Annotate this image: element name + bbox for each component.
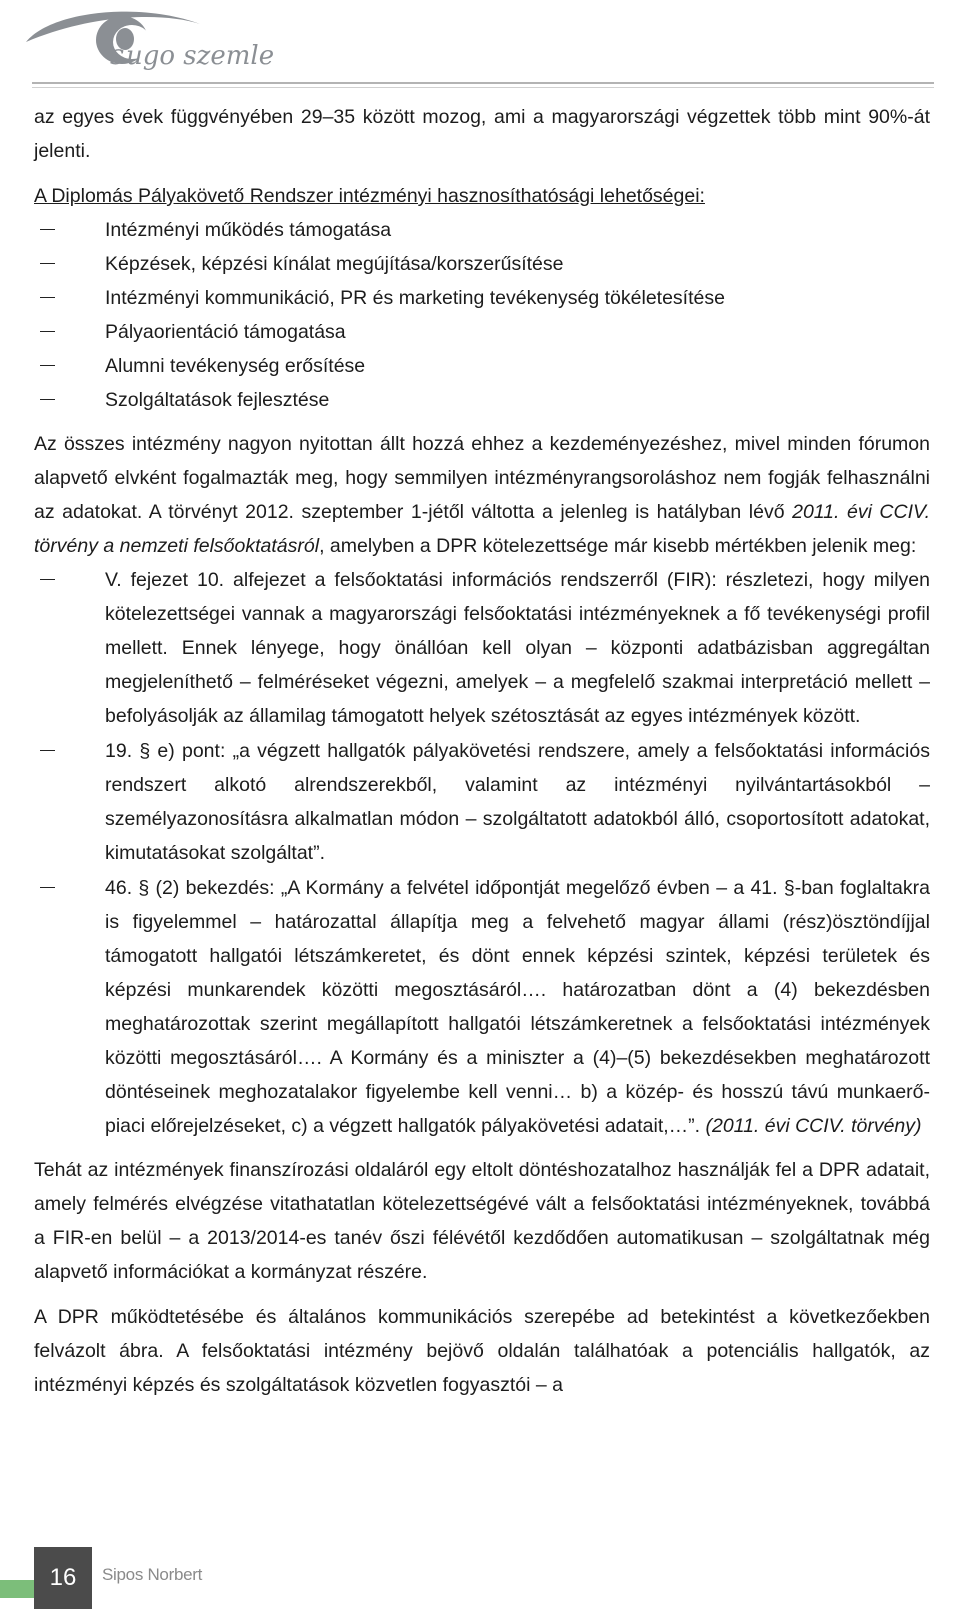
list-item: Alumni tevékenység erősítése <box>34 349 930 383</box>
dash-bullet-icon <box>40 297 55 298</box>
dash-bullet-icon <box>40 887 55 888</box>
list-item: Intézményi működés támogatása <box>34 213 930 247</box>
page-footer <box>0 1547 960 1609</box>
journal-logo <box>22 2 292 80</box>
dash-bullet-icon <box>40 229 55 230</box>
article-body <box>34 100 930 1413</box>
footer-accent-band <box>0 1580 34 1598</box>
page-header <box>0 0 960 95</box>
list-lead: A Diplomás Pályakövető Rendszer intézményi hasznosíthatósági lehetőségei: <box>34 185 705 207</box>
dash-bullet-icon <box>40 263 55 264</box>
dash-bullet-icon <box>40 750 55 751</box>
paragraph-financing: Tehát az intézmények finanszírozási oldaláról egy eltolt döntéshozatalhoz használják fel a DPR adatait, amely felmérés elvégzése vitathatatlan kötelezettségévé vált a felsőoktatási intézményeknek, továbbá a FIR-en belül – a 2013/2014-es tanév őszi félévétől kezdődően automatikusan – szolgáltatnak még alapvető információkat a kormányzat részére. <box>34 1159 930 1283</box>
page-number: 16 <box>34 1547 92 1609</box>
dash-bullet-icon <box>40 579 55 580</box>
logo-initial: s <box>110 38 125 71</box>
list-item: Pályaorientáció támogatása <box>34 315 930 349</box>
list-item: Intézményi kommunikáció, PR és marketing tevékenység tökéletesítése <box>34 281 930 315</box>
list-item: Szolgáltatások fejlesztése <box>34 383 930 417</box>
paragraph-intro: az egyes évek függvényében 29‒35 között mozog, ami a magyarországi végzettek több mint 90%-át jelenti. <box>34 106 930 162</box>
paragraph-institutions: Az összes intézmény nagyon nyitottan állt hozzá ehhez a kezdeményezéshez, mivel minden fórumon alapvető elvként fogalmazták meg, hogy semmilyen intézményrangsoroláshoz nem fogják felhasználni az adatokat. A törvényt 2012. szeptember 1-jétől váltotta a jelenleg is hatályban lévő 2011. évi CCIV. törvény a nemzeti felsőoktatásról, amelyben a DPR kötelezettsége már kisebb mértékben jelenik meg: <box>34 433 930 557</box>
dash-bullet-icon <box>40 331 55 332</box>
law-list <box>34 563 930 1143</box>
dash-bullet-icon <box>40 365 55 366</box>
list-item: Képzések, képzési kínálat megújítása/korszerűsítése <box>34 247 930 281</box>
list-item: 46. § (2) bekezdés: „A Kormány a felvétel időpontját megelőző évben – a 41. §-ban foglaltakra is figyelemmel – határozattal állapítja meg a felvehető magyar állami (rész)ösztöndíjjal támogatott hallgatói létszámkeretet, és dönt ennek képzési szintek, képzési területek és képzési munkarendek közötti megosztásáról…. határozatban dönt a (4) bekezdésben meghatározottak szerint megállapított hallgatói létszámkeretnek a felsőoktatási intézmények közötti megosztásáról…. A Kormány és a miniszter a (4)–(5) bekezdésekben meghatározott döntéseinek meghozatalakor figyelembe kell venni… b) a közép- és hosszú távú munkaerő-piaci előrejelzéseket, c) a végzett hallgatók pályakövetési adatait,…”. (2011. évi CCIV. törvény) <box>34 871 930 1143</box>
paragraph-communication: A DPR működtetésébe és általános kommunikációs szerepébe ad betekintést a következőekben felvázolt ábra. A felsőoktatási intézmény bejövő oldalán találhatóak a potenciális hallgatók, az intézményi képzés és szolgáltatások közvetlen fogyasztói – a <box>34 1306 930 1396</box>
law-title: 2011. évi CCIV. törvény a nemzeti felsőoktatásról <box>34 501 930 557</box>
list-item: V. fejezet 10. alfejezet a felsőoktatási információs rendszerről (FIR): részletezi, hogy milyen kötelezettségei vannak a magyarországi felsőoktatási intézményeknek a fő tevékenységi profil mellett. Ennek lényege, hogy önállóan kell olyan – központi adatbázisban aggregáltan megjeleníthető – felméréseket végezni, amelyek – a megfelelő szakmai interpretáció mellett – befolyásolják az államilag támogatott helyek szétosztását az egyes intézmények között. <box>34 563 930 733</box>
header-rule-thin <box>32 87 934 88</box>
header-rule <box>32 82 934 84</box>
dash-bullet-icon <box>40 399 55 400</box>
author-name: Sipos Norbert <box>102 1565 203 1584</box>
logo-text: ugo szemle <box>126 41 275 71</box>
list-item: 19. § e) pont: „a végzett hallgatók pályakövetési rendszere, amely a felsőoktatási információs rendszert alkotó alrendszerekből, valamint az intézményi nyilvántartásokból – személyazonosításra alkalmatlan módon – szolgáltatott adatokból álló, csoportosított adatokat, kimutatásokat szolgáltat”. <box>34 734 930 870</box>
uses-list <box>34 213 930 417</box>
law-citation: (2011. évi CCIV. törvény) <box>705 1115 922 1137</box>
